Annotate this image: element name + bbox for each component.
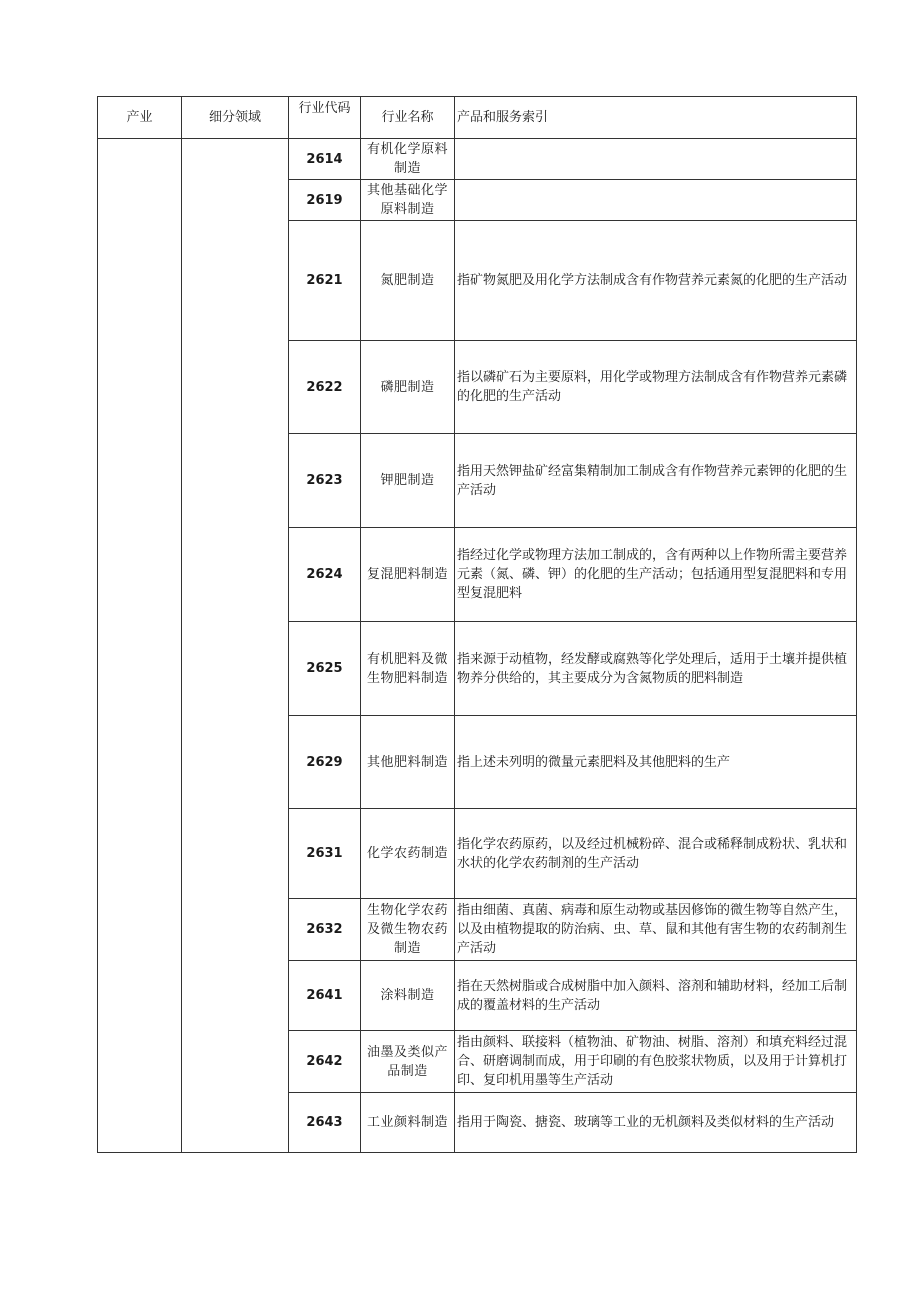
- industry-name: 有机化学原料制造: [361, 139, 455, 180]
- header-code: 行业代码: [289, 97, 361, 139]
- industry-name: 油墨及类似产品制造: [361, 1031, 455, 1093]
- industry-cell: [98, 139, 182, 1153]
- industry-name: 涂料制造: [361, 961, 455, 1031]
- industry-description: 指化学农药原药，以及经过机械粉碎、混合或稀释制成粉状、乳状和水状的化学农药制剂的生产活动: [455, 809, 857, 899]
- industry-description: [455, 139, 857, 180]
- industry-code: 2631: [289, 809, 361, 899]
- industry-name: 钾肥制造: [361, 434, 455, 528]
- industry-name: 有机肥料及微生物肥料制造: [361, 622, 455, 716]
- industry-description: 指上述未列明的微量元素肥料及其他肥料的生产: [455, 716, 857, 809]
- industry-table: [97, 96, 857, 1153]
- industry-code: 2614: [289, 139, 361, 180]
- table-header-row: [98, 97, 857, 139]
- industry-name: 氮肥制造: [361, 221, 455, 341]
- industry-name: 磷肥制造: [361, 341, 455, 434]
- industry-description: 指以磷矿石为主要原料，用化学或物理方法制成含有作物营养元素磷的化肥的生产活动: [455, 341, 857, 434]
- industry-name: 工业颜料制造: [361, 1093, 455, 1153]
- header-segment: 细分领域: [182, 97, 289, 139]
- industry-description: 指用于陶瓷、搪瓷、玻璃等工业的无机颜料及类似材料的生产活动: [455, 1093, 857, 1153]
- header-name: 行业名称: [361, 97, 455, 139]
- industry-description: 指在天然树脂或合成树脂中加入颜料、溶剂和辅助材料，经加工后制成的覆盖材料的生产活动: [455, 961, 857, 1031]
- table-row: [98, 139, 857, 180]
- industry-code: 2622: [289, 341, 361, 434]
- industry-name: 复混肥料制造: [361, 528, 455, 622]
- industry-code: 2641: [289, 961, 361, 1031]
- industry-code: 2629: [289, 716, 361, 809]
- industry-code: 2625: [289, 622, 361, 716]
- industry-description: 指由细菌、真菌、病毒和原生动物或基因修饰的微生物等自然产生，以及由植物提取的防治病、虫、草、鼠和其他有害生物的农药制剂生产活动: [455, 899, 857, 961]
- industry-description: [455, 180, 857, 221]
- header-index: 产品和服务索引: [455, 97, 857, 139]
- industry-code: 2643: [289, 1093, 361, 1153]
- industry-description: 指用天然钾盐矿经富集精制加工制成含有作物营养元素钾的化肥的生产活动: [455, 434, 857, 528]
- industry-code: 2624: [289, 528, 361, 622]
- industry-code: 2642: [289, 1031, 361, 1093]
- industry-description: 指由颜料、联接料（植物油、矿物油、树脂、溶剂）和填充料经过混合、研磨调制而成，用于印刷的有色胶浆状物质，以及用于计算机打印、复印机用墨等生产活动: [455, 1031, 857, 1093]
- industry-code: 2623: [289, 434, 361, 528]
- industry-name: 其他肥料制造: [361, 716, 455, 809]
- segment-cell: [182, 139, 289, 1153]
- industry-description: 指经过化学或物理方法加工制成的，含有两种以上作物所需主要营养元素（氮、磷、钾）的化肥的生产活动；包括通用型复混肥料和专用型复混肥料: [455, 528, 857, 622]
- industry-code: 2621: [289, 221, 361, 341]
- industry-name: 其他基础化学原料制造: [361, 180, 455, 221]
- industry-description: 指矿物氮肥及用化学方法制成含有作物营养元素氮的化肥的生产活动: [455, 221, 857, 341]
- header-industry: 产业: [98, 97, 182, 139]
- industry-code: 2632: [289, 899, 361, 961]
- industry-code: 2619: [289, 180, 361, 221]
- industry-name: 化学农药制造: [361, 809, 455, 899]
- industry-description: 指来源于动植物，经发酵或腐熟等化学处理后，适用于土壤并提供植物养分供给的，其主要成分为含氮物质的肥料制造: [455, 622, 857, 716]
- industry-name: 生物化学农药及微生物农药制造: [361, 899, 455, 961]
